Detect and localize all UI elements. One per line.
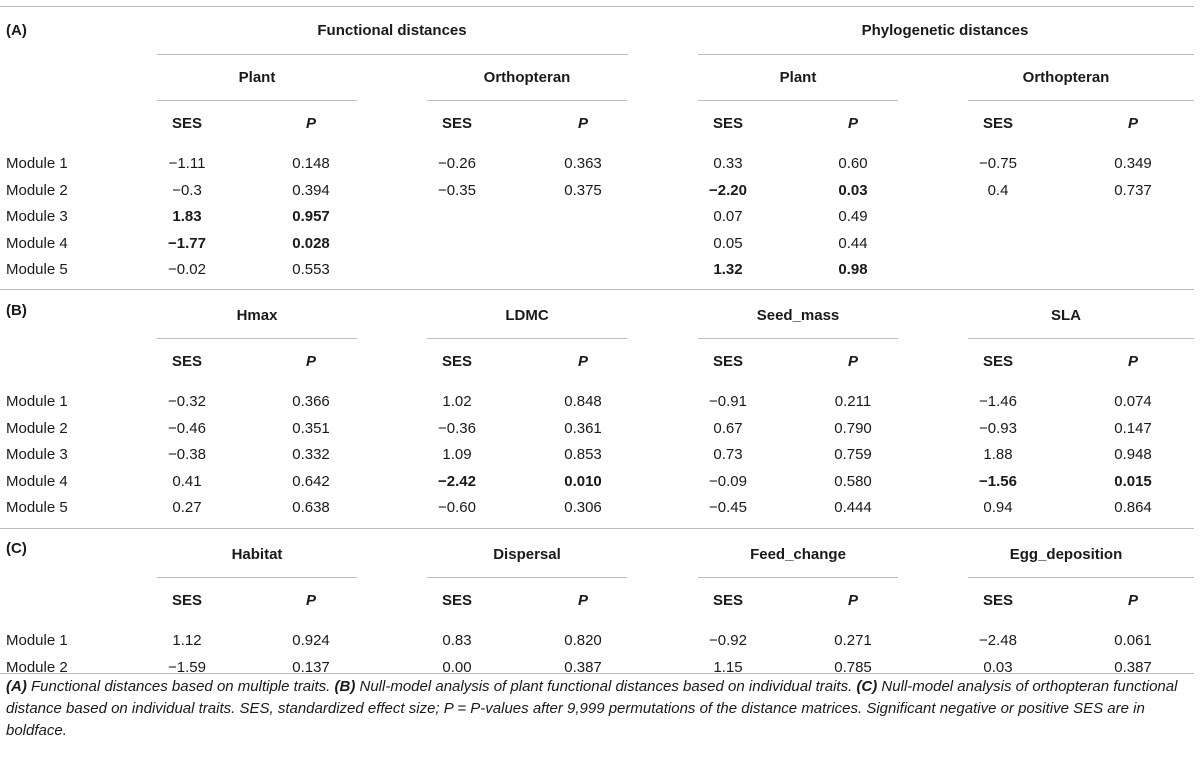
ses-column-header: SES: [982, 115, 1014, 132]
trait-hmax: Hmax: [236, 307, 278, 324]
footnote-a-text: Functional distances based on multiple traits.: [26, 678, 335, 695]
table-cell: 0.948: [1114, 446, 1152, 463]
row-label: Module 3: [6, 208, 68, 225]
trait-rule: [157, 577, 357, 578]
table-cell: 0.580: [834, 472, 872, 490]
table-cell: 0.638: [292, 499, 330, 516]
ses-column-header: SES: [441, 115, 473, 132]
p-column-header: P: [1127, 353, 1139, 370]
table-cell: 0.363: [564, 155, 602, 172]
table-cell: 0.44: [838, 234, 868, 252]
table-cell: 0.853: [564, 446, 602, 463]
trait-egg-deposition: Egg_deposition: [1009, 546, 1123, 563]
table-cell: −0.91: [709, 393, 747, 410]
table-cell: 0.73: [713, 446, 743, 463]
table-cell: 0.60: [838, 155, 868, 172]
p-column-header: P: [847, 592, 859, 609]
table-cell: 0.4: [987, 181, 1009, 199]
trait-sla: SLA: [1051, 307, 1081, 324]
table-cell: 0.03: [983, 658, 1013, 676]
table-cell: 0.028: [292, 234, 330, 252]
table-cell: 0.015: [1114, 472, 1152, 490]
p-column-header: P: [305, 115, 317, 132]
p-column-header: P: [847, 353, 859, 370]
trait-dispersal: Dispersal: [493, 546, 561, 563]
table-cell: −0.02: [168, 261, 206, 278]
row-label: Module 3: [6, 446, 68, 463]
trait-seed-mass: Seed_mass: [756, 307, 840, 324]
table-footnote: [6, 676, 1194, 742]
table-cell: 0.785: [834, 658, 872, 676]
ses-column-header: SES: [982, 353, 1014, 370]
table-cell: −0.46: [168, 419, 206, 437]
footnote-a-label: (A): [6, 678, 27, 695]
table-cell: 0.061: [1114, 632, 1152, 649]
subgroup-rule: [157, 100, 357, 101]
p-column-header: P: [847, 115, 859, 132]
table-cell: 0.271: [834, 632, 872, 649]
trait-rule: [157, 338, 357, 339]
trait-rule: [427, 577, 627, 578]
table-cell: 0.41: [172, 472, 202, 490]
table-cell: 0.306: [564, 499, 602, 516]
row-label: Module 1: [6, 155, 68, 172]
table-cell: 0.349: [1114, 155, 1152, 172]
table-cell: 0.010: [564, 472, 602, 490]
table-cell: 0.83: [442, 632, 472, 649]
table-cell: 1.88: [983, 446, 1013, 463]
table-cell: 0.351: [292, 419, 330, 437]
row-label: Module 1: [6, 632, 68, 649]
table-cell: 0.387: [1114, 658, 1152, 676]
p-column-header: P: [1127, 592, 1139, 609]
trait-rule: [698, 577, 898, 578]
table-cell: 0.147: [1114, 419, 1152, 437]
table-cell: 0.387: [564, 658, 602, 676]
table-cell: 0.07: [713, 208, 743, 225]
table-cell: −0.26: [438, 155, 476, 172]
table-cell: −0.32: [168, 393, 206, 410]
row-label: Module 1: [6, 393, 68, 410]
ses-column-header: SES: [171, 592, 203, 609]
ses-column-header: SES: [712, 592, 744, 609]
footnote-c-text: Null-model analysis of orthopteran functional distance based on individual traits. SES, standardized effect size; P = P-values after 9,999 permutations of the distance matrices. Significant negative or positive SES are in boldface.: [6, 678, 1178, 739]
p-column-header: P: [577, 592, 589, 609]
table-cell: 0.864: [1114, 499, 1152, 516]
table-cell: 0.848: [564, 393, 602, 410]
section-a-bottom-rule: [0, 289, 1194, 290]
table-cell: −0.3: [172, 181, 202, 199]
group-functional-distances: Functional distances: [317, 22, 467, 39]
table-cell: 0.137: [292, 658, 330, 676]
table-cell: −0.35: [438, 181, 476, 199]
table-cell: 0.67: [713, 419, 743, 437]
table-cell: 0.394: [292, 181, 330, 199]
row-label: Module 2: [6, 181, 68, 199]
trait-habitat: Habitat: [231, 546, 283, 563]
section-a-label: (A): [6, 22, 27, 39]
table-cell: 0.074: [1114, 393, 1152, 410]
footnote-c-label: (C): [856, 678, 878, 695]
ses-column-header: SES: [441, 353, 473, 370]
table-cell: −1.46: [979, 393, 1017, 410]
functional-group-rule: [157, 54, 628, 55]
table-cell: 0.642: [292, 472, 330, 490]
table-cell: −0.09: [709, 472, 747, 490]
trait-rule: [968, 577, 1194, 578]
table-cell: 0.361: [564, 419, 602, 437]
table-cell: 0.957: [292, 208, 330, 225]
section-b-label: (B): [6, 302, 27, 319]
table-cell: −2.20: [709, 181, 747, 199]
table-cell: −0.60: [438, 499, 476, 516]
table-cell: −0.75: [979, 155, 1017, 172]
table-cell: 0.759: [834, 446, 872, 463]
group-phylogenetic-distances: Phylogenetic distances: [861, 22, 1029, 39]
table-cell: 0.332: [292, 446, 330, 463]
table-cell: 0.375: [564, 181, 602, 199]
phylogenetic-group-rule: [698, 54, 1194, 55]
footnote-b-label: (B): [334, 678, 356, 695]
ses-column-header: SES: [441, 592, 473, 609]
trait-rule: [698, 338, 898, 339]
p-column-header: P: [577, 353, 589, 370]
table-cell: 0.03: [838, 181, 868, 199]
p-column-header: P: [305, 592, 317, 609]
trait-rule: [427, 338, 627, 339]
p-column-header: P: [305, 353, 317, 370]
ses-column-header: SES: [982, 592, 1014, 609]
table-cell: 0.211: [834, 393, 872, 410]
table-bottom-rule: [0, 673, 1194, 674]
table-cell: 1.12: [172, 632, 202, 649]
table-cell: −0.38: [168, 446, 206, 463]
subgroup-orthopteran-functional: Orthopteran: [483, 69, 571, 86]
trait-rule: [968, 338, 1194, 339]
table-cell: 0.553: [292, 261, 330, 278]
table-cell: 0.49: [838, 208, 868, 225]
row-label: Module 4: [6, 472, 68, 490]
table-cell: 0.737: [1114, 181, 1152, 199]
table-cell: −0.92: [709, 632, 747, 649]
table-cell: 1.32: [713, 261, 743, 278]
subgroup-rule: [427, 100, 627, 101]
row-label: Module 4: [6, 234, 68, 252]
table-cell: 0.33: [713, 155, 743, 172]
subgroup-orthopteran-phylogenetic: Orthopteran: [1022, 69, 1110, 86]
table-cell: −1.56: [979, 472, 1017, 490]
table-cell: 1.09: [442, 446, 472, 463]
table-cell: 1.02: [442, 393, 472, 410]
table-cell: 0.366: [292, 393, 330, 410]
table-cell: 0.00: [442, 658, 472, 676]
subgroup-plant-phylogenetic: Plant: [779, 69, 817, 86]
table-cell: 1.83: [172, 208, 202, 225]
table-cell: −0.45: [709, 499, 747, 516]
table-cell: 0.94: [983, 499, 1013, 516]
table-cell: −2.42: [438, 472, 476, 490]
row-label: Module 2: [6, 658, 68, 676]
table-cell: −2.48: [979, 632, 1017, 649]
row-label: Module 5: [6, 499, 68, 516]
table-cell: −1.59: [168, 658, 206, 676]
table-cell: −1.77: [168, 234, 206, 252]
table-cell: 0.27: [172, 499, 202, 516]
ses-column-header: SES: [712, 353, 744, 370]
table-cell: 0.444: [834, 499, 872, 516]
subgroup-plant-functional: Plant: [238, 69, 276, 86]
table-cell: 0.98: [838, 261, 868, 278]
table-cell: 0.820: [564, 632, 602, 649]
table-top-rule: [0, 6, 1194, 7]
footnote-b-text: Null-model analysis of plant functional distances based on individual traits.: [355, 678, 857, 695]
ses-column-header: SES: [171, 353, 203, 370]
row-label: Module 2: [6, 419, 68, 437]
table-cell: 0.05: [713, 234, 743, 252]
trait-ldmc: LDMC: [505, 307, 549, 324]
table-cell: −0.93: [979, 419, 1017, 437]
subgroup-rule: [968, 100, 1194, 101]
table-cell: −0.36: [438, 419, 476, 437]
table-cell: 0.148: [292, 155, 330, 172]
section-b-bottom-rule: [0, 528, 1194, 529]
p-column-header: P: [1127, 115, 1139, 132]
subgroup-rule: [698, 100, 898, 101]
section-c-label: (C): [6, 540, 27, 557]
p-column-header: P: [577, 115, 589, 132]
table-cell: 0.790: [834, 419, 872, 437]
ses-column-header: SES: [712, 115, 744, 132]
ses-column-header: SES: [171, 115, 203, 132]
row-label: Module 5: [6, 261, 68, 278]
table-cell: −1.11: [168, 155, 206, 172]
table-cell: 1.15: [713, 658, 743, 676]
table-cell: 0.924: [292, 632, 330, 649]
trait-feed-change: Feed_change: [750, 546, 846, 563]
